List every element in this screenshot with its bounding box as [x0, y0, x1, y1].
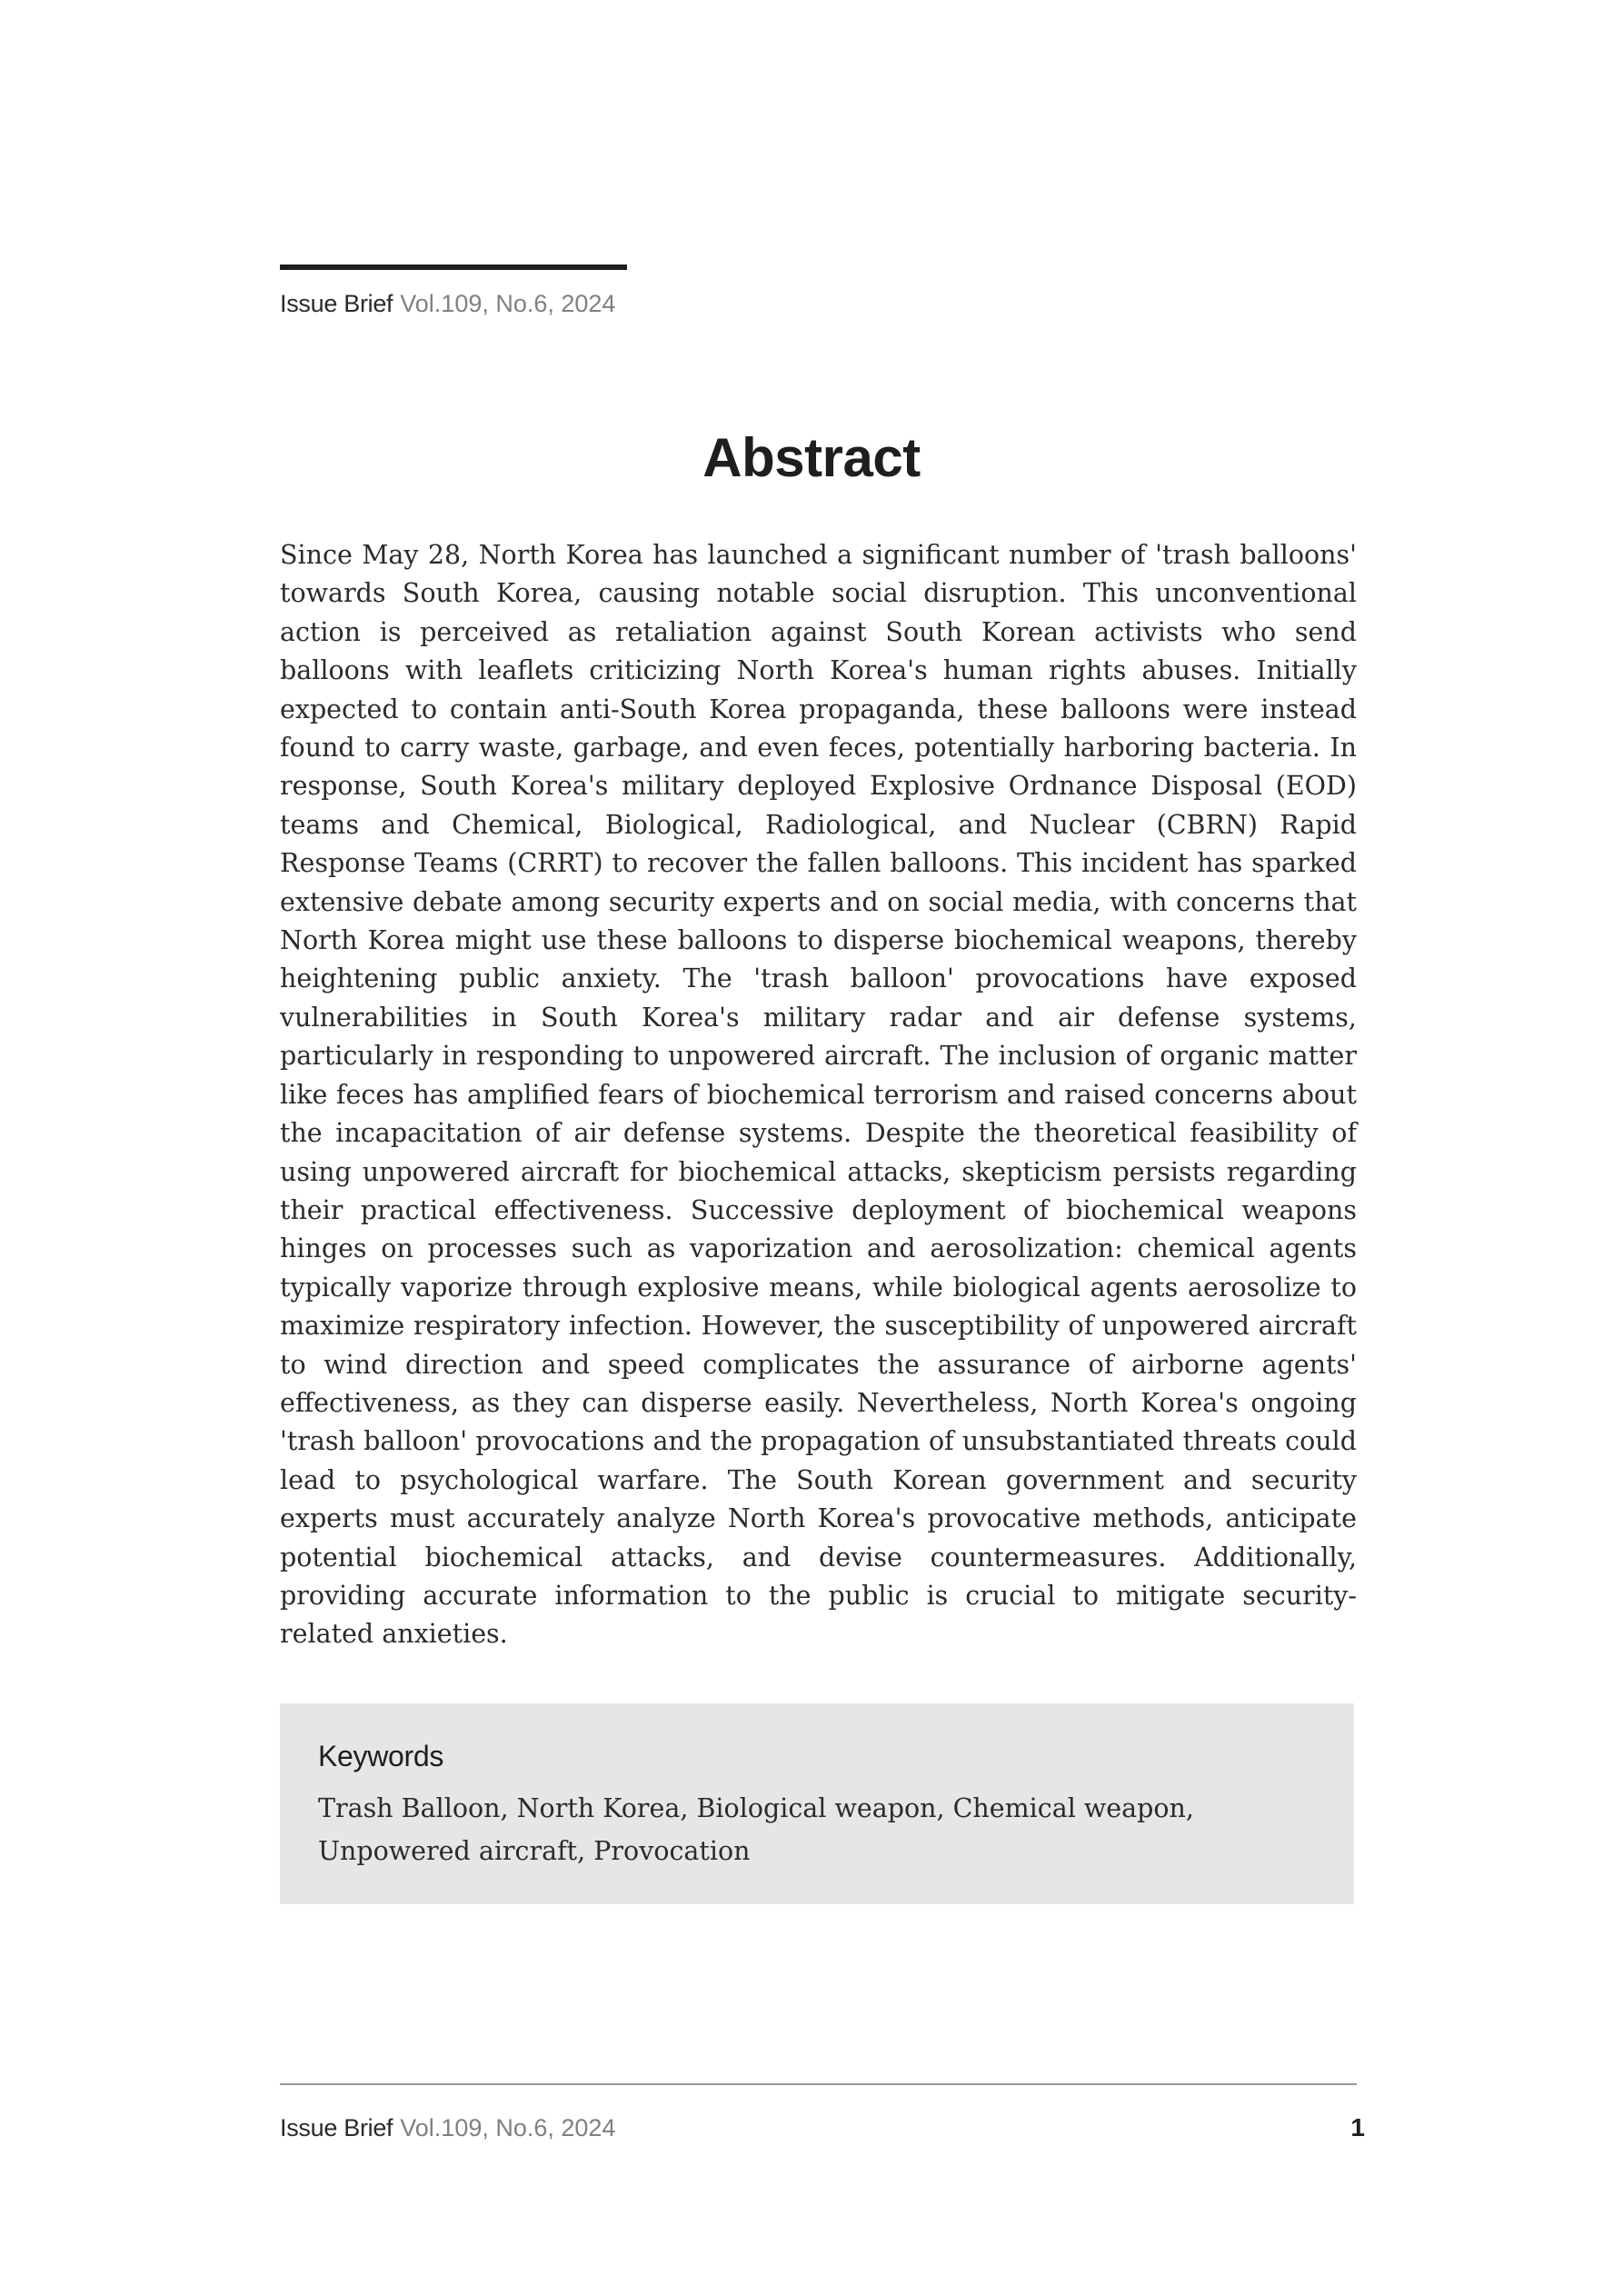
- header-rule: [280, 265, 627, 270]
- header-volume-info: Vol.109, No.6, 2024: [400, 290, 616, 317]
- header-series-title: Issue Brief: [280, 290, 393, 317]
- running-footer: [280, 2112, 615, 2143]
- footer-rule: [280, 2083, 1357, 2085]
- keywords-heading: Keywords: [318, 1740, 444, 1772]
- page-title: Abstract: [702, 427, 921, 489]
- abstract-text: Since May 28, North Korea has launched a significant number of 'trash balloons' towards South Korea, causing notable social disruption. This unconventional action is perceived as retaliation against South Korean activists who send balloons with leaflets criticizing North Korea's human rights abuses. Initially expected to contain anti-South Korea propaganda, these balloons were instead found to carry waste, garbage, and even feces, potentially harboring bacteria. In response, South Korea's military deployed Explosive Ordnance Disposal (EOD) teams and Chemical, Biological, Radiological, and Nuclear (CBRN) Rapid Response Teams (CRRT) to recover the fallen balloons. This incident has sparked extensive debate among security experts and on social media, with concerns that North Korea might use these balloons to disperse biochemical weapons, thereby heightening public anxiety. The 'trash balloon' provocations have exposed vulnerabilities in South Korea's military radar and air defense systems, particularly in responding to unpowered aircraft. The inclusion of organic matter like feces has amplified fears of biochemical terrorism and raised concerns about the incapacitation of air defense systems. Despite the theoretical feasibility of using unpowered aircraft for biochemical attacks, skepticism persists regarding their practical effectiveness. Successive deployment of biochemical weapons hinges on processes such as vaporization and aerosolization: chemical agents typically vaporize through explosive means, while biological agents aerosolize to maximize respiratory infection. However, the susceptibility of unpowered aircraft to wind direction and speed complicates the assurance of airborne agents' effectiveness, as they can disperse easily. Nevertheless, North Korea's ongoing 'trash balloon' provocations and the propagation of unsubstantiated threats could lead to psychological warfare. The South Korean government and security experts must accurately analyze North Korea's provocative methods, anticipate potential biochemical attacks, and devise countermeasures. Additionally, providing accurate information to the public is crucial to mitigate security-related anxieties.: [280, 540, 1357, 1650]
- footer-volume-info: Vol.109, No.6, 2024: [400, 2114, 616, 2141]
- running-header: [280, 288, 615, 319]
- footer-series-title: Issue Brief: [280, 2114, 393, 2141]
- keywords-list: Trash Balloon, North Korea, Biological weapon, Chemical weapon, Unpowered aircraft, Provocation: [318, 1793, 1194, 1866]
- keywords-box: [280, 1703, 1354, 1904]
- page-number: 1: [1350, 2113, 1365, 2141]
